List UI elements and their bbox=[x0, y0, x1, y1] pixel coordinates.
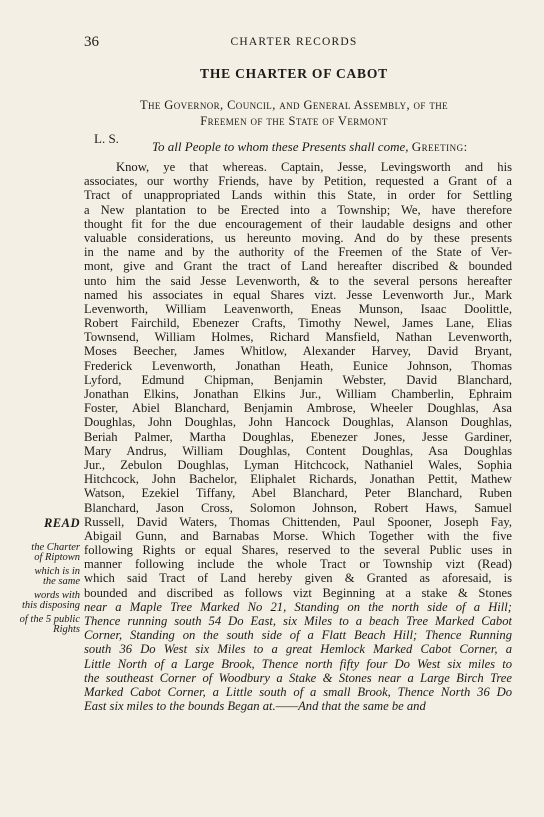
body-line: Blanchard, Jason Cross, Solomon Johnson, Robert Haws, Samuel bbox=[84, 500, 512, 515]
body-line: Moses Beecher, James Whitlow, Alexander Harvey, David Bryant, bbox=[84, 344, 512, 359]
body-line: Know, ye that whereas. Captain, Jesse, Levingsworth and his bbox=[116, 160, 512, 174]
margin-note-lines bbox=[2, 543, 80, 636]
body-line: following Rights or equal Shares, reserved to the several Public uses in bbox=[84, 543, 512, 558]
body-line: East six miles to the bounds Began at.——And that the same be and bbox=[84, 699, 426, 714]
body-line: a New plantation to be Erected into a Township; We, have therefore bbox=[84, 202, 512, 217]
body-line: mont, give and Grant the tract of Land hereafter discribed & bounded bbox=[84, 259, 512, 274]
body-line: Hitchcock, John Bachelor, Eliphalet Richards, Jonathan Pettit, Mathew bbox=[84, 472, 512, 487]
body-line: Thence running south 54 Do East, six Miles to a beach Tree Marked Cabot bbox=[84, 614, 512, 628]
seal-mark: L. S. bbox=[94, 131, 119, 146]
page-number: 36 bbox=[84, 34, 99, 50]
margin-note-line: the Charter bbox=[31, 541, 80, 553]
margin-note bbox=[2, 518, 80, 639]
margin-note-line: words with bbox=[34, 589, 80, 601]
subtitle-line-2: Freemen of the State of Vermont bbox=[200, 114, 388, 128]
document-subtitle bbox=[92, 97, 496, 129]
body-line: Mary Andrus, William Doughlas, Content Doughlas, Asa Doughlas bbox=[84, 443, 512, 458]
margin-note-line: this disposing bbox=[21, 600, 80, 611]
body-line: Russell, David Waters, Thomas Chittenden, Paul Spooner, Joseph Fay, bbox=[84, 514, 512, 529]
body-line: Tract of unappropriated Lands within this State, in order for Settling bbox=[84, 188, 512, 203]
body-line: near a Maple Tree Marked No 21, Standing on the north side of a Hill; bbox=[84, 599, 512, 614]
greeting-word: Greeting: bbox=[411, 139, 468, 154]
body-line: valuable considerations, us hereunto moving. And do by these presents bbox=[84, 230, 512, 245]
body-line: Doughlas, John Doughlas, John Hancock Doughlas, Alanson Doughlas, bbox=[84, 415, 512, 430]
body-line: Beriah Palmer, Martha Doughlas, Ebenezer Jones, Jesse Gardiner, bbox=[84, 429, 512, 444]
body-line: Little North of a Large Brook, Thence north fifty four Do West six miles to bbox=[84, 656, 512, 671]
body-line: thought fit for the due encouragement of their laudable designs and other bbox=[84, 216, 512, 231]
margin-note-line: of the 5 public bbox=[19, 613, 80, 625]
body-line: south 36 Do West six Miles to a great Hemlock Marked Cabot Corner, a bbox=[84, 642, 512, 657]
body-line: Watson, Ezekiel Tiffany, Abel Blanchard, Peter Blanchard, Ruben bbox=[84, 486, 512, 501]
body-line: Levenworth, William Leavenworth, Eneas Munson, Isaac Doolittle, bbox=[84, 301, 512, 316]
running-head: CHARTER RECORDS bbox=[230, 36, 358, 48]
body-line: Corner, Standing on the south side of a Flatt Beach Hill; Thence Running bbox=[84, 628, 512, 643]
margin-read-label: READ bbox=[43, 516, 80, 530]
body-line: named his associates in equal Shares vizt. Jesse Levenworth Jur., Mark bbox=[84, 287, 512, 302]
body-line: Foster, Abiel Blanchard, Benjamin Ambrose, Wheeler Doughlas, Asa bbox=[84, 401, 512, 416]
margin-note-line: which is in bbox=[34, 565, 80, 577]
body-line: bounded and discribed as follows vizt Beginning at a stake & Stones bbox=[84, 585, 512, 600]
body-line: the southeast Corner of Woodbury a Stake & Stones near a Large Birch Tree bbox=[84, 670, 512, 685]
margin-note-line: Rights bbox=[53, 624, 80, 635]
body-line: manner following include the whole Tract or Township vizt (Read) bbox=[84, 557, 512, 572]
body-line: Jonathan Elkins, Jonathan Elkins Jur., William Chamberlin, Ephraim bbox=[84, 387, 512, 401]
margin-note-line: the same bbox=[42, 576, 80, 587]
body-line: Robert Fairchild, Ebenezer Crafts, Timothy Newel, James Lane, Elias bbox=[84, 316, 512, 331]
greeting bbox=[152, 139, 468, 155]
body-line: Marked Cabot Corner, a Little south of a small Brook, Thence North 36 Do bbox=[84, 684, 512, 699]
body-line: in the name and by the authority of the Freemen of the State of Ver- bbox=[84, 245, 512, 260]
greeting-text: To all People to whom these Presents shall come, bbox=[152, 139, 409, 154]
body-line: Frederick Levenworth, Jonathan Heath, Eunice Johnson, Thomas bbox=[84, 358, 512, 373]
body-line: Jur., Zebulon Doughlas, Lyman Hitchcock, Nathaniel Wales, Sophia bbox=[84, 457, 512, 472]
subtitle-line-1: The Governor, Council, and General Assembly, of the bbox=[139, 98, 449, 112]
document-title: THE CHARTER OF CABOT bbox=[200, 66, 388, 81]
body-line: Lyford, Edmund Chipman, Benjamin Webster, David Blanchard, bbox=[84, 372, 512, 387]
charter-body bbox=[84, 160, 512, 713]
body-line: which said Tract of Land hereby given & Granted as aforesaid, is bbox=[84, 571, 512, 586]
body-line: Townsend, William Holmes, Richard Mansfield, Nathan Levenworth, bbox=[84, 330, 512, 345]
page-header bbox=[84, 34, 504, 54]
body-line: associates, our worthy Friends, have by Petition, requested a Grant of a bbox=[84, 174, 512, 189]
body-line: unto him the said Jesse Levenworth, & to the several persons hereafter bbox=[84, 273, 512, 288]
body-line: Abigail Gunn, and Barnabas Morse. Which Together with the five bbox=[84, 528, 512, 543]
margin-note-line: of Riptown bbox=[34, 552, 80, 563]
